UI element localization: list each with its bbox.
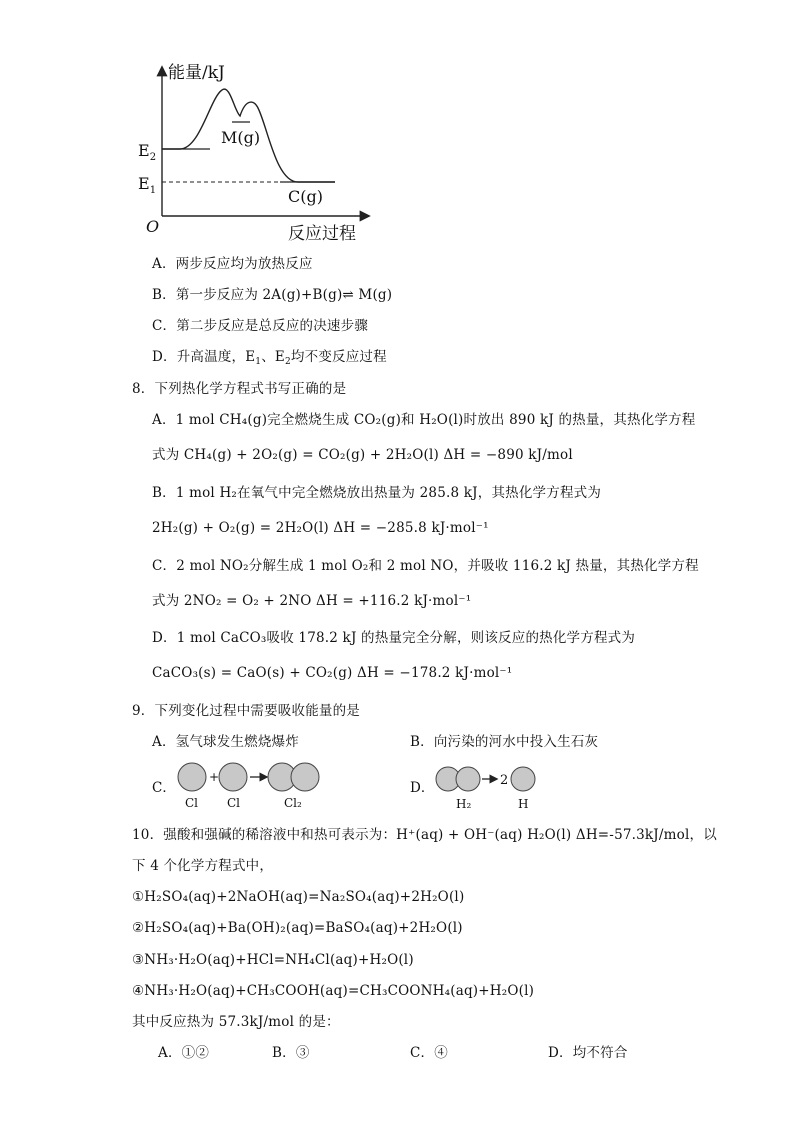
q8-d-line1: D．1 mol CaCO₃吸收 178.2 kJ 的热量完全分解，则该反应的热化学方程式为 <box>152 630 636 646</box>
q8-c-line2: 式为 2NO₂ = O₂ + 2NO ΔH = +116.2 kJ·mol⁻¹ <box>152 593 472 609</box>
q8-d-line2: CaCO₃(s) = CaO(s) + CO₂(g) ΔH = −178.2 kJ·mol⁻¹ <box>152 665 513 681</box>
h-atom <box>511 767 535 791</box>
x-axis-label: 反应过程 <box>288 224 356 244</box>
q7-d-sub2: 2 <box>284 357 291 367</box>
q10-option-b: B．③ <box>272 1045 310 1061</box>
q8-a-line1: A．1 mol CH₄(g)完全燃烧生成 CO₂(g)和 H₂O(l)时放出 890 kJ 的热量，其热化学方程 <box>152 412 696 428</box>
q10-stem-line1: 10．强酸和强碱的稀溶液中和热可表示为：H⁺(aq) + OH⁻(aq) H₂O(l) ΔH=-57.3kJ/mol，以 <box>132 827 717 843</box>
e2-label: $E_2$ <box>138 141 157 163</box>
q10-stem-line2: 下 4 个化学方程式中， <box>132 858 274 874</box>
q9-option-d-diagram <box>430 760 550 812</box>
c-label: C(g) <box>288 187 323 206</box>
q9-option-a: A．氢气球发生燃烧爆炸 <box>152 734 299 750</box>
q10-equation-1: ①H₂SO₄(aq)+2NaOH(aq)=Na₂SO₄(aq)+2H₂O(l) <box>132 889 465 905</box>
q10-equation-2: ②H₂SO₄(aq)+Ba(OH)₂(aq)=BaSO₄(aq)+2H₂O(l) <box>132 920 463 936</box>
q9-option-c-letter: C． <box>152 780 176 796</box>
q10-equation-3: ③NH₃·H₂O(aq)+HCl=NH₄Cl(aq)+H₂O(l) <box>132 952 414 968</box>
e1-label: $E_1$ <box>138 174 157 196</box>
q10-question: 其中反应热为 57.3kJ/mol 的是： <box>132 1014 340 1030</box>
q7-option-d <box>152 348 387 371</box>
y-axis-label: 能量/kJ <box>168 63 225 83</box>
q9-option-b: B．向污染的河水中投入生石灰 <box>410 734 599 750</box>
coefficient-two: 2 <box>500 773 509 788</box>
cl-atom-2 <box>219 763 247 791</box>
q10-option-d: D．均不符合 <box>548 1045 628 1061</box>
cl-atom-1 <box>178 763 206 791</box>
q7-d-post: 均不变反应过程 <box>290 349 387 365</box>
q9-stem: 9．下列变化过程中需要吸收能量的是 <box>132 703 360 719</box>
h-label: H <box>518 797 529 811</box>
cl2-atom-b <box>291 763 319 791</box>
q7-option-c: C．第二步反应是总反应的决速步骤 <box>152 318 369 334</box>
cl-label-1: Cl <box>185 796 199 810</box>
h2-atom-b <box>456 767 480 791</box>
q9-option-c-diagram <box>172 760 332 812</box>
cl-label-2: Cl <box>227 796 241 810</box>
q7-d-sub1: 1 <box>255 357 262 367</box>
cl2-label: Cl₂ <box>284 796 302 810</box>
energy-profile-diagram <box>130 58 380 248</box>
plus-sign: + <box>209 770 220 784</box>
q8-b-line1: B．1 mol H₂在氧气中完全燃烧放出热量为 285.8 kJ，其热化学方程式为 <box>152 485 602 501</box>
q10-option-c: C．④ <box>410 1045 448 1061</box>
q7-d-pre: D．升高温度，E <box>152 349 256 365</box>
h2-label: H₂ <box>456 797 472 811</box>
q7-option-a: A．两步反应均为放热反应 <box>152 256 313 272</box>
origin-label: O <box>146 217 160 236</box>
m-label: M(g) <box>221 128 261 147</box>
q8-c-line1: C．2 mol NO₂分解生成 1 mol O₂和 2 mol NO，并吸收 116.2 kJ 热量，其热化学方程 <box>152 558 699 574</box>
q7-d-mid: 、E <box>261 349 285 365</box>
q10-option-a: A．①② <box>158 1045 210 1061</box>
q9-option-d-letter: D． <box>410 780 435 796</box>
q8-a-line2: 式为 CH₄(g) + 2O₂(g) = CO₂(g) + 2H₂O(l) ΔH = −890 kJ/mol <box>152 447 573 463</box>
q7-option-b: B．第一步反应为 2A(g)+B(g)⇌ M(g) <box>152 287 393 303</box>
q10-equation-4: ④NH₃·H₂O(aq)+CH₃COOH(aq)=CH₃COONH₄(aq)+H₂O(l) <box>132 983 535 999</box>
q8-b-line2: 2H₂(g) + O₂(g) = 2H₂O(l) ΔH = −285.8 kJ·mol⁻¹ <box>152 520 489 536</box>
q8-stem: 8．下列热化学方程式书写正确的是 <box>132 381 347 397</box>
